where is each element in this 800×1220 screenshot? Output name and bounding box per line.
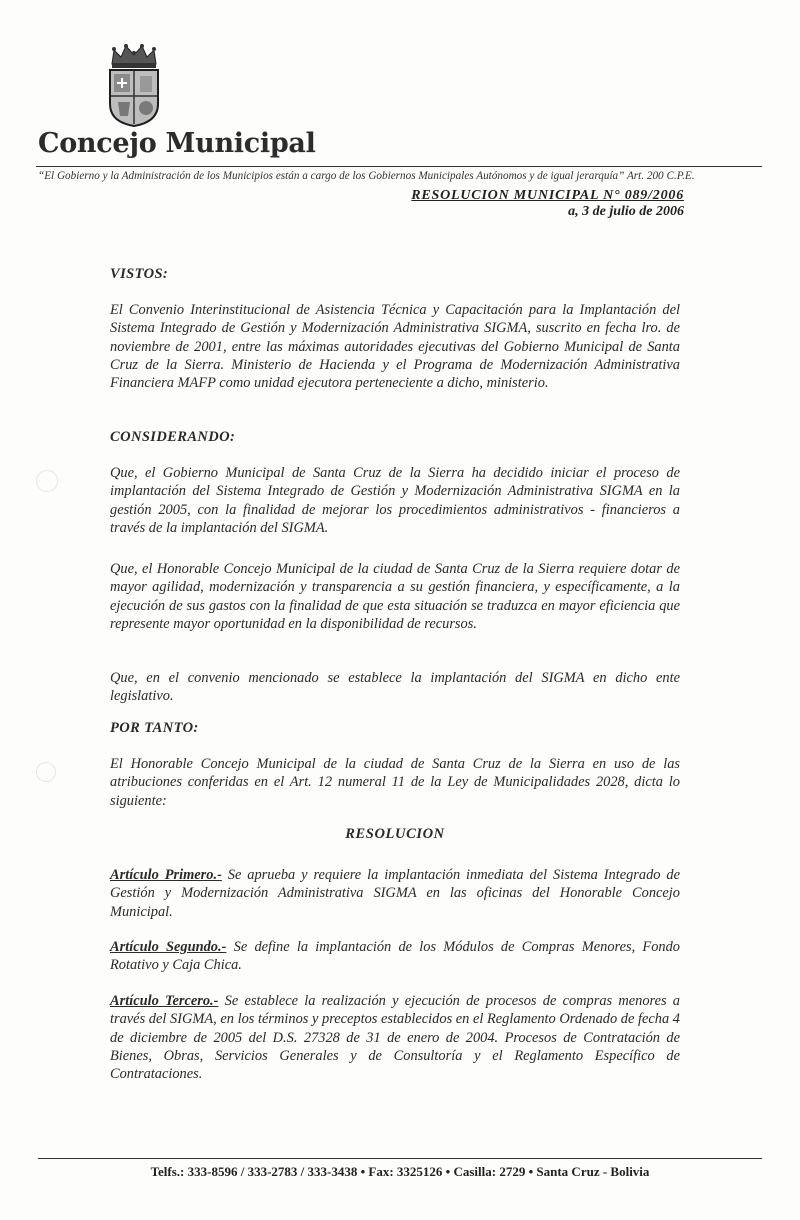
footer-divider xyxy=(38,1158,762,1159)
resolution-number: RESOLUCION MUNICIPAL N° 089/2006 xyxy=(411,188,684,203)
article-3 xyxy=(110,992,680,1083)
considerando-section xyxy=(110,429,680,446)
article-2-text: Se define la implantación de los Módulos de Compras Menores, Fondo Rotativo y Caja Chica. xyxy=(110,939,680,974)
scan-mark xyxy=(36,762,56,782)
por-tanto-paragraph-block xyxy=(110,755,680,810)
considerando-paragraph-1-block xyxy=(110,464,680,537)
considerando-paragraph-3-block xyxy=(110,669,680,706)
article-2-paragraph xyxy=(110,938,680,975)
resolution-date: a, 3 de julio de 2006 xyxy=(568,204,684,219)
resolucion-section xyxy=(110,826,680,843)
vistos-heading: VISTOS: xyxy=(110,266,169,282)
article-1-paragraph xyxy=(110,866,680,921)
considerando-heading: CONSIDERANDO: xyxy=(110,429,236,445)
considerando-paragraph-2-block xyxy=(110,560,680,633)
header-divider xyxy=(36,166,762,167)
considerando-paragraph: Que, el Honorable Concejo Municipal de la ciudad de Santa Cruz de la Sierra requiere dotar de mayor agilidad, modernización y transparencia a su gestión financiera, y específicamente, a la ejecución de sus gastos con la finalidad de que esta situación se traduzca en mayor eficiencia que represente mayor oportunidad en la disponibilidad de recursos. xyxy=(110,561,680,632)
scan-mark xyxy=(36,470,58,492)
vistos-paragraph: El Convenio Interinstitucional de Asistencia Técnica y Capacitación para la Implantación del Sistema Integrado de Gestión y Modernización Administrativa SIGMA, suscrito en fecha lro. de noviembre de 2001, entre las máximas autoridades ejecutivas del Gobierno Municipal de Santa Cruz de la Sierra. Ministerio de Hacienda y el Programa de Modernización Administrativa Financiera MAFP como unidad ejecutora perteneciente a dicho, ministerio. xyxy=(110,302,680,392)
vistos-paragraph-block xyxy=(110,301,680,392)
por-tanto-section xyxy=(110,720,680,737)
resolucion-heading: RESOLUCION xyxy=(345,826,445,842)
article-1-label: Artículo Primero.- xyxy=(110,867,222,883)
considerando-paragraph: Que, en el convenio mencionado se establece la implantación del SIGMA en dicho ente legislativo. xyxy=(110,670,680,705)
article-1 xyxy=(110,866,680,921)
article-3-label: Artículo Tercero.- xyxy=(110,993,219,1009)
constitutional-motto: “El Gobierno y la Administración de los Municipios están a cargo de los Gobiernos Municipales Autónomos y de igual jerarquía” Art. 200 C.P.E. xyxy=(38,170,695,182)
article-1-text: Se aprueba y requiere la implantación inmediata del Sistema Integrado de Gestión y Modernización Administrativa SIGMA en las oficinas del Honorable Concejo Municipal. xyxy=(110,867,680,920)
vistos-section xyxy=(110,266,680,283)
considerando-paragraph: Que, el Gobierno Municipal de Santa Cruz de la Sierra ha decidido iniciar el proceso de implantación del Sistema Integrado de Gestión y Modernización Administrativa SIGMA en la gestión 2005, con la finalidad de mejorar los procedimientos administrativos - financieros a través de la implantación del SIGMA. xyxy=(110,465,680,536)
article-3-text: Se establece la realización y ejecución de procesos de compras menores a través del SIGMA, en los términos y preceptos establecidos en el Reglamento Ordenado de fecha 4 de diciembre de 2005 del D.S. 27328 de 31 de enero de 2004. Procesos de Contratación de Bienes, Obras, Servicios Generales y de Consultoría y el Reglamento Específico de Contrataciones. xyxy=(110,993,681,1083)
por-tanto-paragraph: El Honorable Concejo Municipal de la ciudad de Santa Cruz de la Sierra en uso de las atribuciones conferidas en el Art. 12 numeral 11 de la Ley de Municipalidades 2028, dicta lo siguiente: xyxy=(110,756,680,809)
article-2-label: Artículo Segundo.- xyxy=(110,939,227,955)
article-3-paragraph xyxy=(110,992,680,1083)
organization-name: Concejo Municipal xyxy=(38,128,316,159)
coat-of-arms-icon xyxy=(104,42,164,128)
por-tanto-heading: POR TANTO: xyxy=(110,720,199,736)
article-2 xyxy=(110,938,680,975)
footer-contact: Telfs.: 333-8596 / 333-2783 / 333-3438 • Fax: 3325126 • Casilla: 2729 • Santa Cruz - Bolivia xyxy=(150,1164,650,1179)
